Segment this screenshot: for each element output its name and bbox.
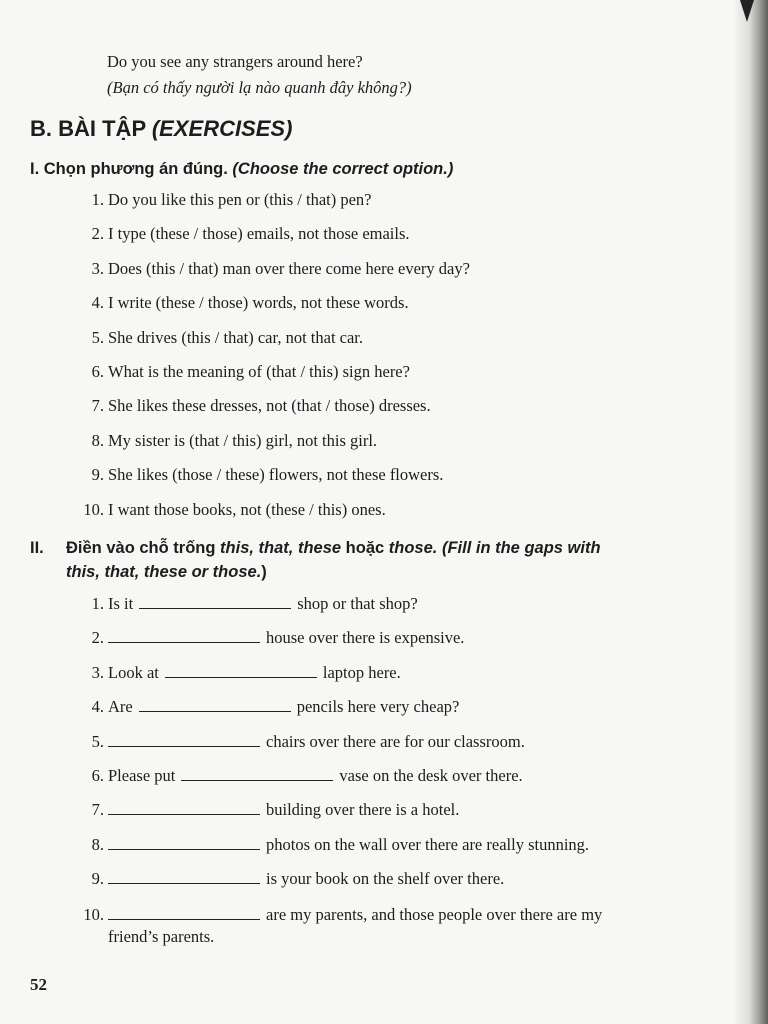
part1-item — [0, 396, 431, 416]
item-text-after: house over there is expensive. — [266, 628, 465, 648]
part2-title-vi-1: Điền vào chỗ trống — [66, 539, 216, 557]
item-text: I type (these / those) emails, not those emails. — [108, 224, 410, 244]
section-b-suffix: (EXERCISES) — [151, 116, 293, 141]
item-number: 4. — [91, 293, 104, 313]
part1-title-vi: Chọn phương án đúng. — [43, 160, 228, 178]
section-b-heading — [30, 116, 292, 142]
part2-item — [0, 800, 459, 820]
part2-item — [0, 766, 523, 786]
part2-item — [0, 663, 401, 683]
item-number: 2. — [91, 224, 104, 244]
part1-item — [0, 362, 410, 382]
part2-title-those: those. — [388, 539, 438, 557]
item-text-after: vase on the desk over there. — [339, 766, 523, 785]
item-text-before: Look at — [108, 662, 159, 682]
item-number: 5. — [91, 327, 104, 347]
part1-item — [0, 293, 409, 313]
item-text-after: is your book on the shelf over there. — [266, 869, 505, 889]
item-number: 2. — [91, 628, 104, 648]
item-text: Does (this / that) man over there come here every day? — [108, 258, 470, 278]
part1-heading — [30, 157, 453, 181]
book-binding-shadow — [734, 0, 768, 1024]
answer-blank[interactable] — [108, 628, 260, 643]
item-number: 7. — [91, 800, 104, 820]
item-text: She likes these dresses, not (that / those) dresses. — [108, 396, 431, 416]
item-text-after: pencils here very cheap? — [296, 697, 460, 717]
item-text: My sister is (that / this) girl, not this girl. — [108, 430, 378, 450]
item-number: 1. — [91, 190, 104, 209]
part2-title-en-line1: (Fill in the gaps with — [441, 539, 601, 557]
item-text-after: photos on the wall over there are really stunning. — [266, 834, 590, 854]
binding-mark — [740, 0, 754, 22]
part2-item — [0, 904, 720, 948]
intro-vietnamese: (Bạn có thấy người lạ nào quanh đây không?) — [107, 78, 412, 97]
part1-item — [0, 328, 363, 348]
answer-blank[interactable] — [181, 766, 333, 781]
item-text: I write (these / those) words, not these words. — [108, 293, 409, 313]
item-number: 5. — [91, 731, 104, 751]
item-number: 10. — [83, 904, 104, 924]
answer-blank[interactable] — [139, 594, 291, 609]
part2-title-en-close: ) — [261, 563, 267, 581]
item-text: I want those books, not (these / this) ones. — [108, 499, 386, 519]
answer-blank[interactable] — [165, 663, 317, 678]
part1-item — [0, 190, 372, 210]
part1-item — [0, 224, 410, 244]
item-number: 10. — [83, 499, 104, 519]
part1-item — [0, 465, 443, 485]
part2-title-words: this, that, these — [220, 539, 342, 557]
item-text-after: are my parents, and those people over there are my — [266, 904, 603, 924]
answer-blank[interactable] — [108, 905, 260, 920]
item-text-before: Are — [108, 697, 133, 717]
page-number: 52 — [30, 975, 47, 994]
part2-item — [0, 697, 459, 717]
part2-heading — [30, 536, 601, 584]
answer-blank[interactable] — [108, 869, 260, 884]
intro-english: Do you see any strangers around here? — [107, 52, 363, 71]
part2-title-line2 — [30, 560, 601, 584]
item-number: 8. — [91, 430, 104, 450]
part2-title-en-line2: this, that, these or those. — [66, 563, 262, 581]
item-number: 9. — [91, 869, 104, 889]
item-number: 3. — [91, 662, 104, 682]
part1-title-en: (Choose the correct option.) — [232, 160, 454, 178]
item-text-after: laptop here. — [322, 662, 401, 682]
part1-item — [0, 259, 470, 279]
item-number: 3. — [91, 258, 104, 278]
item-text-after: chairs over there are for our classroom. — [266, 731, 525, 751]
part1-item — [0, 500, 386, 520]
item-number: 6. — [91, 766, 104, 785]
item-text: Do you like this pen or (this / that) pen? — [108, 190, 372, 209]
answer-blank[interactable] — [139, 697, 291, 712]
item-number: 9. — [91, 465, 104, 485]
item-text-after: shop or that shop? — [297, 594, 418, 613]
item-text-before: Is it — [108, 594, 134, 613]
item-number: 7. — [91, 396, 104, 416]
item-text-continued: friend’s parents. — [108, 926, 215, 946]
item-number: 8. — [91, 834, 104, 854]
answer-blank[interactable] — [108, 800, 260, 815]
item-number: 4. — [91, 697, 104, 717]
item-number: 6. — [91, 362, 104, 381]
item-text: She likes (those / these) flowers, not these flowers. — [108, 465, 444, 485]
item-text-before: Please put — [108, 766, 176, 785]
item-text: What is the meaning of (that / this) sign here? — [108, 362, 410, 381]
part2-item — [0, 732, 525, 752]
section-b-prefix: B. BÀI TẬP — [30, 116, 146, 141]
part1-item — [0, 431, 377, 451]
part2-roman: II. — [30, 539, 44, 557]
part2-item — [0, 835, 589, 855]
part2-item — [0, 628, 464, 648]
item-text: She drives (this / that) car, not that car. — [108, 327, 364, 347]
item-number: 1. — [91, 594, 104, 613]
part1-roman: I. — [30, 160, 40, 178]
part2-title-vi-2: hoặc — [345, 539, 385, 557]
answer-blank[interactable] — [108, 835, 260, 850]
answer-blank[interactable] — [108, 732, 260, 747]
part2-item — [0, 594, 418, 614]
part2-item — [0, 869, 504, 889]
item-text-after: building over there is a hotel. — [266, 800, 460, 820]
